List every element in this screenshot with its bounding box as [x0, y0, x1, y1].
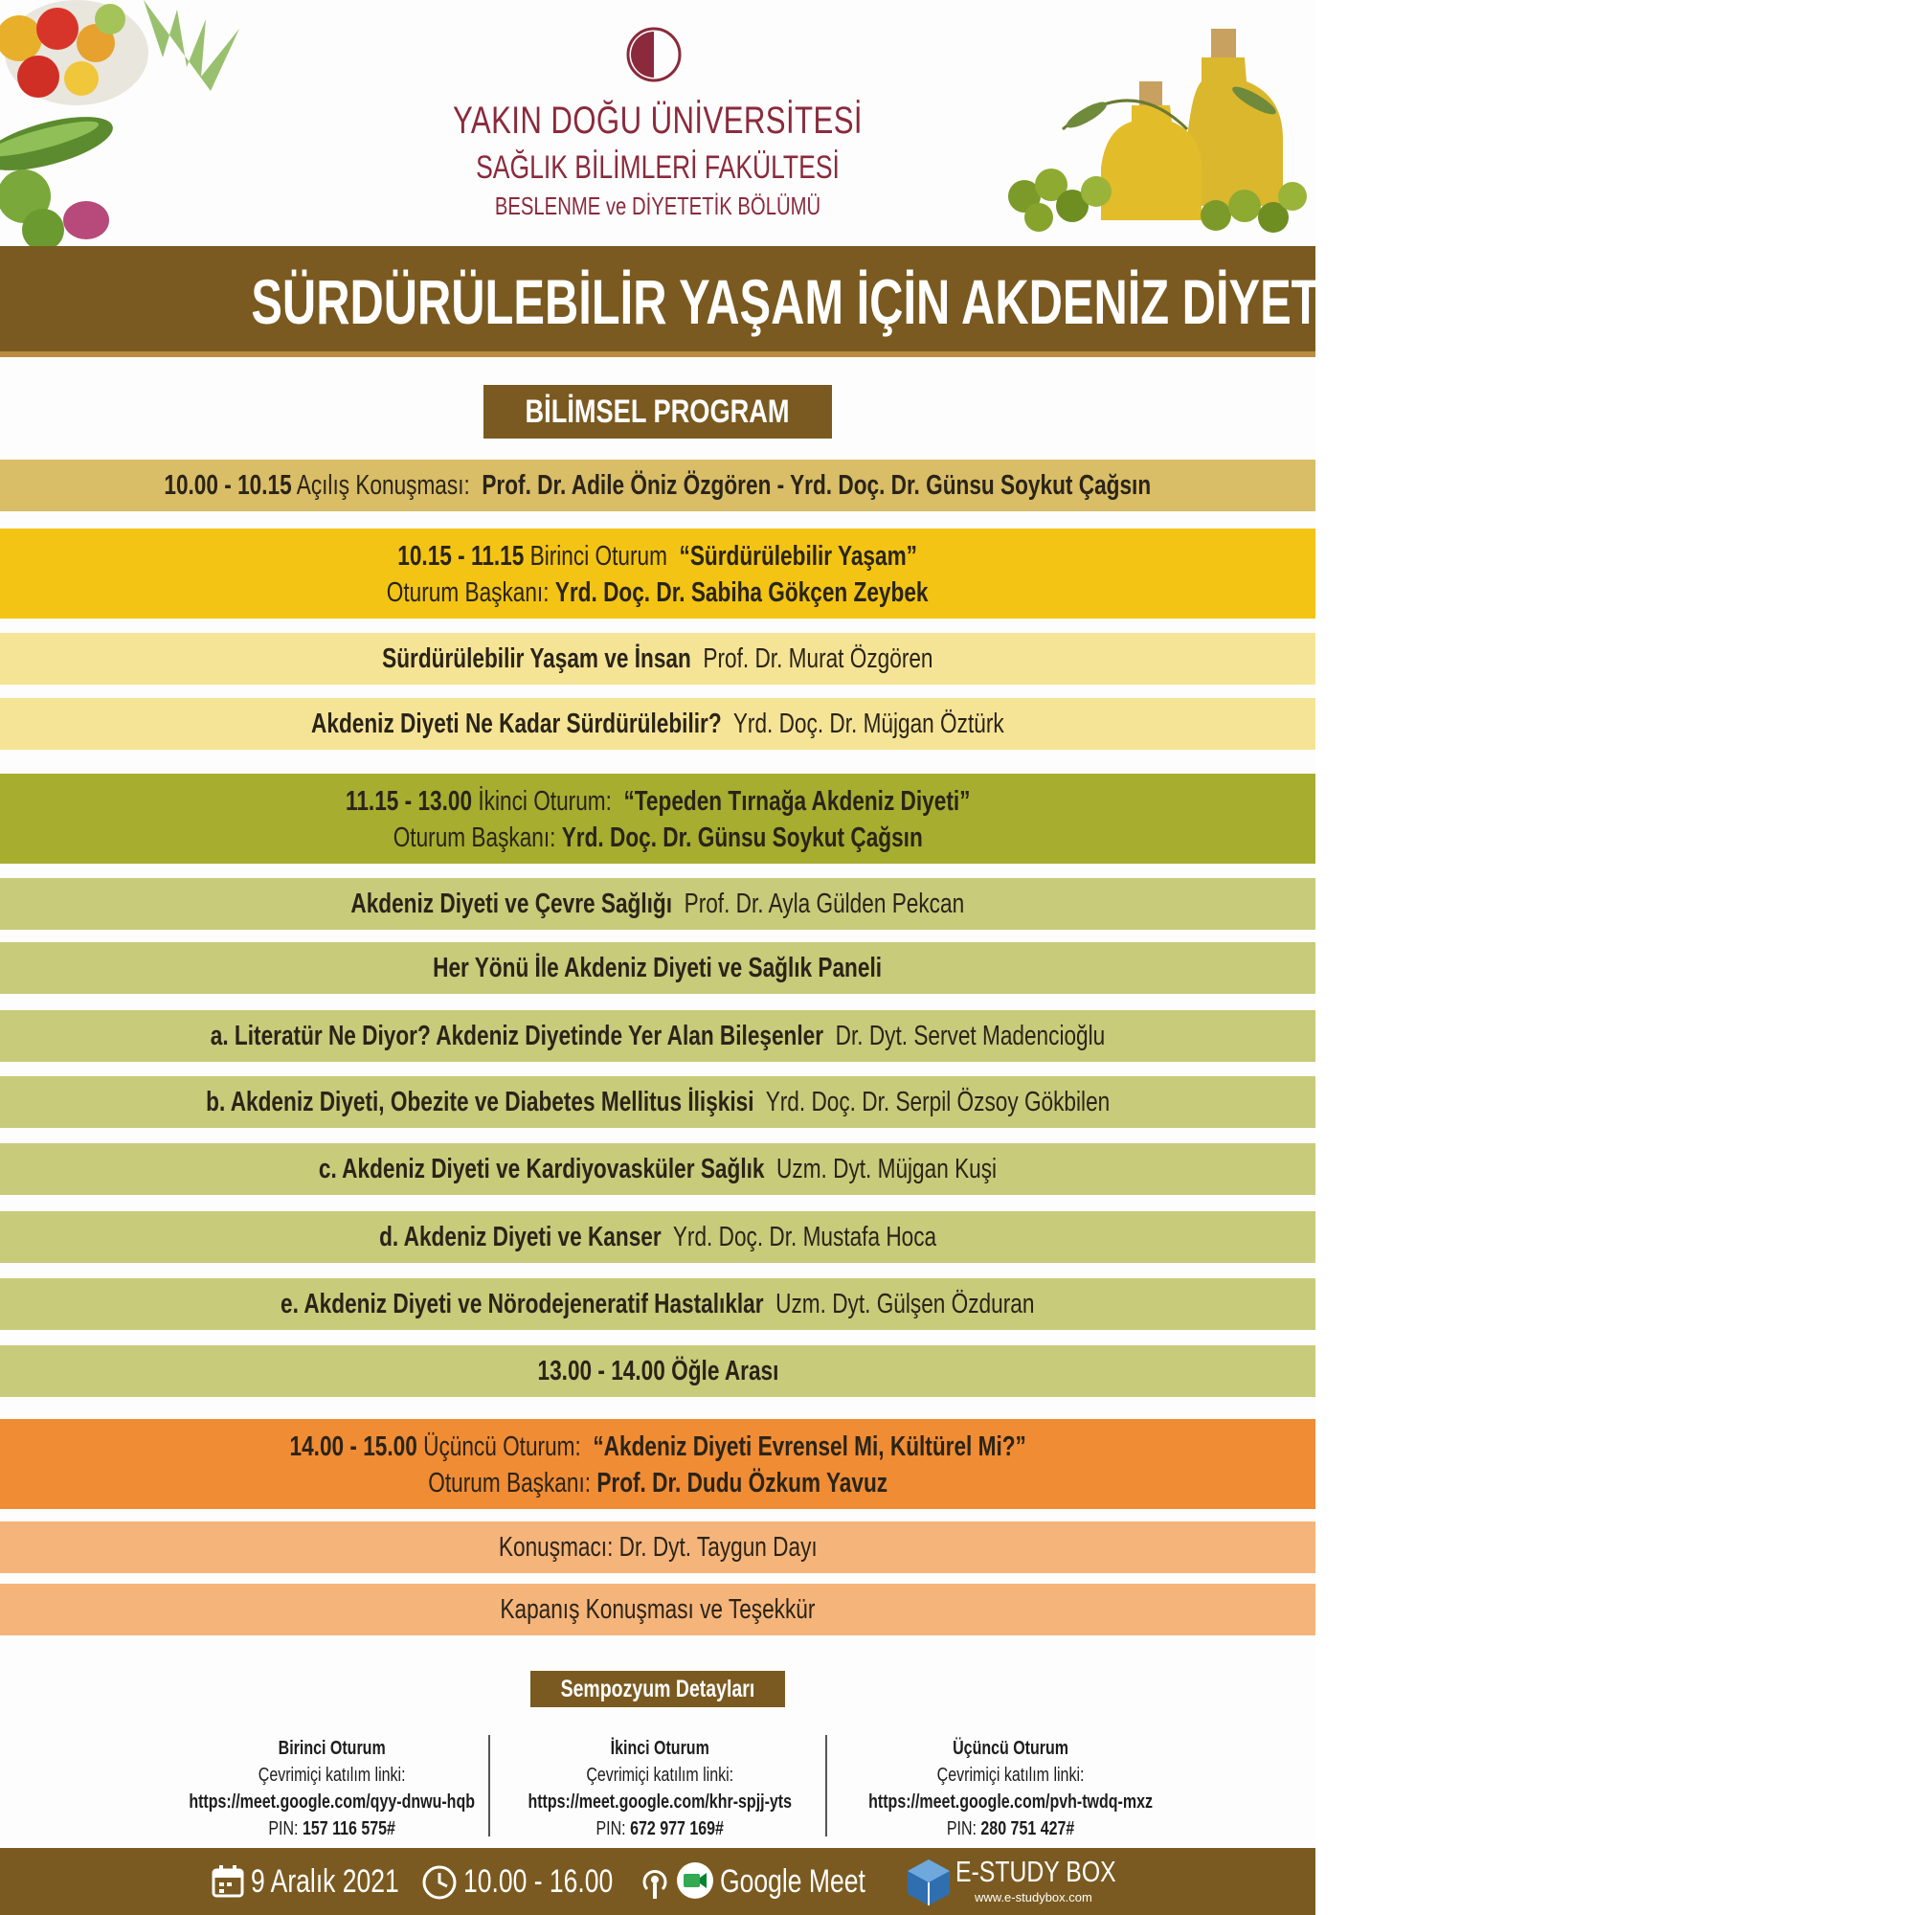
calendar-icon [211, 1864, 245, 1899]
symposium-title: SÜRDÜRÜLEBİLİR YAŞAM İÇİN AKDENİZ DİYETİ SEMPOZYUMU [251, 266, 1681, 337]
program-row-talk: Akdeniz Diyeti Ne Kadar Sürdürülebilir? Yrd. Doç. Dr. Müjgan Öztürk [0, 698, 1315, 750]
session-details-2: İkinci Oturum Çevrimiçi katılım linki: https://meet.google.com/khr-spjj-yts PIN: 672 977 169# [528, 1738, 793, 1839]
podcast-icon [638, 1864, 672, 1901]
program-row-opening: 10.00 - 10.15 Açılış Konuşması: Prof. Dr. Adile Öniz Özgören - Yrd. Doç. Dr. Günsu Soykut Çağsın [0, 460, 1315, 511]
google-meet-icon [676, 1861, 714, 1900]
divider [825, 1735, 827, 1836]
department-name: BESLENME ve DİYETETİK BÖLÜMÜ [494, 192, 821, 220]
program-row-session-3: 14.00 - 15.00 Üçüncü Oturum: “Akdeniz Diyeti Evrensel Mi, Kültürel Mi?” Oturum Başkanı: Prof. Dr. Dudu Özkum Yavuz [0, 1419, 1315, 1509]
divider [488, 1735, 490, 1836]
title-bar [0, 246, 1681, 357]
program-row-lunch: 13.00 - 14.00 Öğle Arası [0, 1345, 1315, 1397]
program-row-panel-item: a. Literatür Ne Diyor? Akdeniz Diyetinde Yer Alan Bileşenler Dr. Dyt. Servet Madencioğlu [0, 1010, 1315, 1062]
brand-url[interactable]: www.e-studybox.com [975, 1890, 1092, 1904]
footer [0, 1848, 1315, 1915]
session-link[interactable]: https://meet.google.com/pvh-twdq-mxz [868, 1791, 1154, 1813]
program-row-session-1: 10.15 - 11.15 Birinci Oturum “Sürdürülebilir Yaşam” Oturum Başkanı: Yrd. Doç. Dr. Sabiha Gökçen Zeybek [0, 529, 1315, 619]
program-row-panel-item: c. Akdeniz Diyeti ve Kardiyovasküler Sağlık Uzm. Dyt. Müjgan Kuşi [0, 1143, 1315, 1195]
e-study-box-logo [906, 1858, 952, 1907]
program-row-talk: Sürdürülebilir Yaşam ve İnsan Prof. Dr. Murat Özgören [0, 633, 1315, 685]
brand-name: E-STUDY BOX [955, 1855, 1116, 1888]
program-row-panel-item: d. Akdeniz Diyeti ve Kanser Yrd. Doç. Dr. Mustafa Hoca [0, 1211, 1315, 1263]
program-row-panel-item: b. Akdeniz Diyeti, Obezite ve Diabetes Mellitus İlişkisi Yrd. Doç. Dr. Serpil Özsoy Gökbilen [0, 1076, 1315, 1128]
university-logo [625, 26, 683, 83]
program-row-panel: Her Yönü İle Akdeniz Diyeti ve Sağlık Paneli [0, 942, 1315, 994]
program-label: BİLİMSEL PROGRAM [483, 385, 832, 439]
program-row-talk: Akdeniz Diyeti ve Çevre Sağlığı Prof. Dr. Ayla Gülden Pekcan [0, 878, 1315, 930]
details-label: Sempozyum Detayları [530, 1671, 785, 1707]
program-row-speaker: Konuşmacı: Dr. Dyt. Taygun Dayı [0, 1521, 1315, 1573]
event-platform: Google Meet [720, 1863, 865, 1900]
session-link[interactable]: https://meet.google.com/qyy-dnwu-hqb [189, 1791, 475, 1813]
clock-icon [421, 1864, 458, 1901]
event-date: 9 Aralık 2021 [251, 1863, 399, 1900]
session-details-3: Üçüncü Oturum Çevrimiçi katılım linki: https://meet.google.com/pvh-twdq-mxz PIN: 280 751 427# [868, 1738, 1154, 1839]
program-row-panel-item: e. Akdeniz Diyeti ve Nörodejeneratif Hastalıklar Uzm. Dyt. Gülşen Özduran [0, 1278, 1315, 1330]
session-link[interactable]: https://meet.google.com/khr-spjj-yts [528, 1791, 793, 1813]
program-row-session-2: 11.15 - 13.00 İkinci Oturum: “Tepeden Tırnağa Akdeniz Diyeti” Oturum Başkanı: Yrd. Doç. Dr. Günsu Soykut Çağsın [0, 774, 1315, 864]
faculty-name: SAĞLIK BİLİMLERİ FAKÜLTESİ [476, 149, 840, 186]
program-row-closing: Kapanış Konuşması ve Teşekkür [0, 1584, 1315, 1635]
event-time: 10.00 - 16.00 [463, 1863, 614, 1900]
university-name: YAKIN DOĞU ÜNİVERSİTESİ [453, 100, 863, 142]
session-details-1: Birinci Oturum Çevrimiçi katılım linki: https://meet.google.com/qyy-dnwu-hqb PIN: 157 116 575# [189, 1738, 475, 1839]
